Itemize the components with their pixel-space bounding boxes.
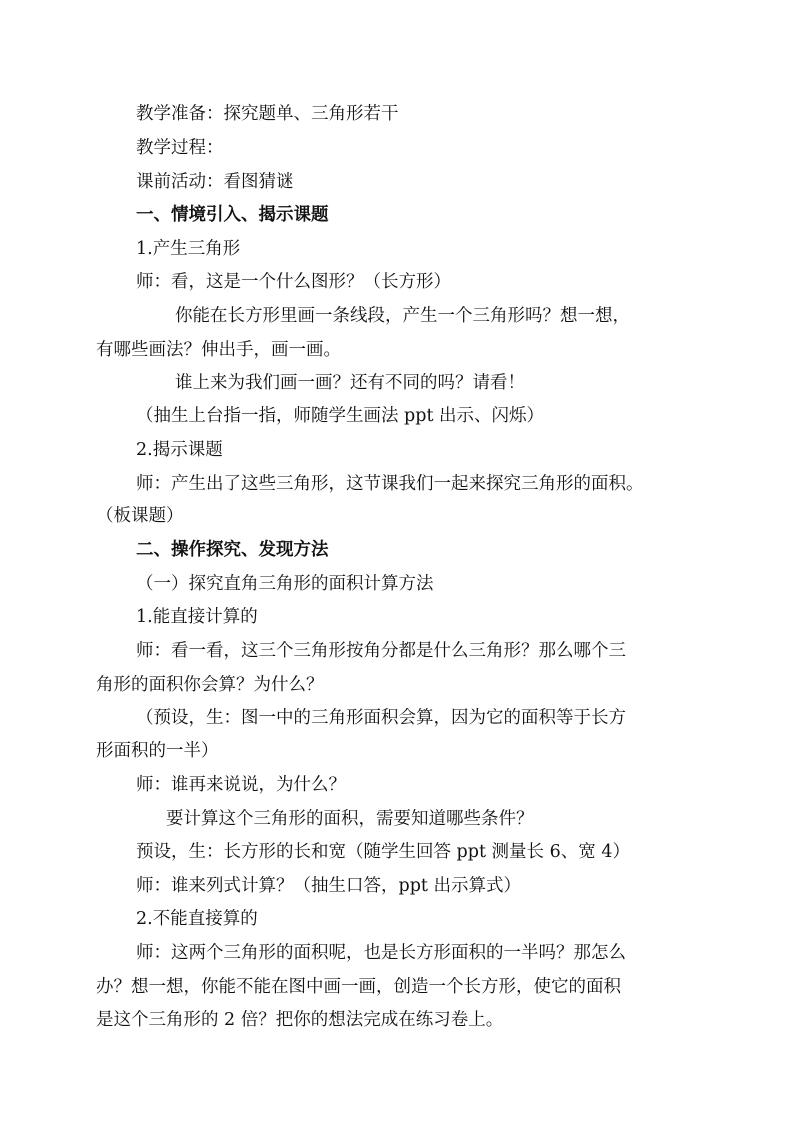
subsection-heading: （一）探究直角三角形的面积计算方法: [136, 574, 434, 594]
paragraph-line: 你能在长方形里画一条线段，产生一个三角形吗？想一想，: [175, 306, 630, 326]
paragraph-line: 师：这两个三角形的面积呢，也是长方形面积的一半吗？那怎么: [136, 943, 626, 963]
paragraph-line: （预设，生：图一中的三角形面积会算，因为它的面积等于长方: [136, 708, 626, 728]
pre-class-line: 课前活动：看图猜谜: [136, 172, 294, 192]
paragraph-line: 角形的面积你会算？为什么？: [96, 675, 324, 695]
prep-line: 教学准备：探究题单、三角形若干: [136, 104, 399, 124]
paragraph-line: 师：看，这是一个什么图形？（长方形）: [136, 272, 451, 292]
paragraph-line: 师：看一看，这三个三角形按角分都是什么三角形？那么哪个三: [136, 641, 626, 661]
paragraph-line: 师：谁来列式计算？（抽生口答，ppt 出示算式）: [136, 876, 521, 896]
paragraph-line: 办？想一想，你能不能在图中画一画，创造一个长方形，使它的面积: [96, 977, 621, 997]
subheading-1-1: 1.产生三角形: [136, 239, 241, 259]
paragraph-line: （抽生上台指一指，师随学生画法 ppt 出示、闪烁）: [136, 406, 545, 426]
subheading-2-2: 2.不能直接算的: [136, 909, 258, 929]
section-heading-1: 一、情境引入、揭示课题: [136, 205, 329, 225]
paragraph-line: 师：产生出了这些三角形，这节课我们一起来探究三角形的面积。: [136, 474, 644, 494]
paragraph-line: 有哪些画法？伸出手，画一画。: [96, 340, 341, 360]
subheading-1-2: 2.揭示课题: [136, 440, 223, 460]
paragraph-line: 谁上来为我们画一画？还有不同的吗？请看！: [175, 373, 525, 393]
process-line: 教学过程：: [136, 138, 224, 158]
paragraph-line: 预设，生：长方形的长和宽（随学生回答 ppt 测量长 6、宽 4）: [136, 842, 630, 862]
paragraph-line: 形面积的一半）: [96, 741, 219, 761]
paragraph-line: 要计算这个三角形的面积，需要知道哪些条件？: [166, 809, 534, 829]
section-heading-2: 二、操作探究、发现方法: [136, 540, 329, 560]
paragraph-line: 师：谁再来说说，为什么？: [136, 775, 346, 795]
subheading-2-1: 1.能直接计算的: [136, 607, 258, 627]
paragraph-line: 是这个三角形的 2 倍？把你的想法完成在练习卷上。: [96, 1010, 504, 1030]
paragraph-line: （板课题）: [96, 506, 184, 526]
